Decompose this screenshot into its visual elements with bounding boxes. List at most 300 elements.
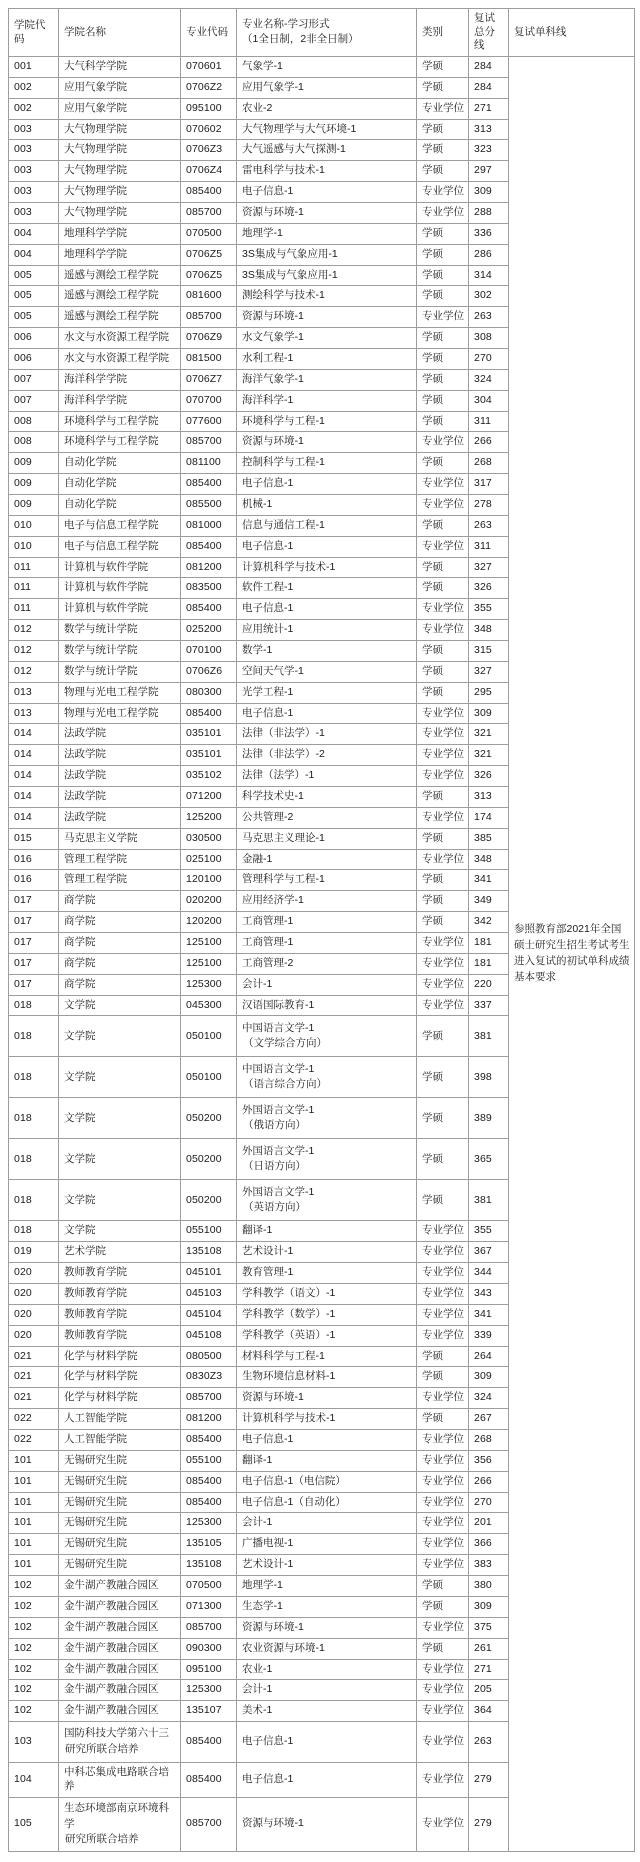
cell-major-name: 海洋科学-1 [237,390,417,411]
cell-major-name: 资源与环境-1 [237,1797,417,1851]
cell-category: 专业学位 [417,1284,469,1305]
cell-category: 专业学位 [417,1513,469,1534]
cell-major-code: 0706Z5 [181,244,237,265]
cell-major-code: 095100 [181,1659,237,1680]
cell-total-line: 288 [469,202,509,223]
cell-major-code: 125300 [181,1513,237,1534]
cell-category: 专业学位 [417,599,469,620]
cell-college-code: 101 [9,1492,59,1513]
cell-category: 专业学位 [417,1680,469,1701]
cell-category: 学硕 [417,912,469,933]
cell-category: 专业学位 [417,1701,469,1722]
cell-category: 专业学位 [417,1325,469,1346]
cell-major-name: 资源与环境-1 [237,202,417,223]
cell-category: 专业学位 [417,849,469,870]
cell-major-name: 美术-1 [237,1701,417,1722]
cell-college-name: 大气物理学院 [59,119,181,140]
cell-category: 专业学位 [417,432,469,453]
cell-major-name-line2: （英语方向） [243,1201,307,1214]
cell-major-code: 135108 [181,1555,237,1576]
cell-category: 学硕 [417,1596,469,1617]
cell-major-name: 大气遥感与大气探测-1 [237,140,417,161]
cell-major-name: 电子信息-1 [237,1722,417,1763]
cell-college-name: 大气物理学院 [59,202,181,223]
cell-category: 学硕 [417,244,469,265]
cell-college-name: 文学院 [59,995,181,1016]
cell-category: 专业学位 [417,1492,469,1513]
cell-college-code: 009 [9,474,59,495]
cell-college-code: 005 [9,307,59,328]
cell-total-line: 313 [469,119,509,140]
cell-major-code: 085500 [181,494,237,515]
cell-college-code: 021 [9,1346,59,1367]
cell-major-code: 050200 [181,1180,237,1221]
cell-college-code: 103 [9,1722,59,1763]
cell-category: 学硕 [417,1346,469,1367]
cell-major-code: 050200 [181,1098,237,1139]
cell-category: 学硕 [417,578,469,599]
cell-total-line: 355 [469,599,509,620]
cell-total-line: 308 [469,328,509,349]
cell-major-name: 会计-1 [237,1680,417,1701]
cell-total-line: 279 [469,1763,509,1798]
cell-college-name: 金牛湖产教融合园区 [59,1659,181,1680]
cell-college-code: 018 [9,1016,59,1057]
column-header-major-name [237,9,417,57]
cell-total-line: 302 [469,286,509,307]
cell-total-line: 323 [469,140,509,161]
cell-college-code: 010 [9,536,59,557]
cell-college-name: 马克思主义学院 [59,828,181,849]
cell-category: 专业学位 [417,1430,469,1451]
cell-total-line: 309 [469,703,509,724]
cell-college-code: 018 [9,1098,59,1139]
cell-total-line: 315 [469,640,509,661]
cell-category: 学硕 [417,453,469,474]
cell-total-line: 339 [469,1325,509,1346]
cell-college-code: 102 [9,1576,59,1597]
cell-total-line: 348 [469,620,509,641]
cell-college-code: 101 [9,1471,59,1492]
cell-college-name: 无锡研究生院 [59,1471,181,1492]
cell-category: 学硕 [417,1409,469,1430]
cell-total-line: 205 [469,1680,509,1701]
cell-college-name: 应用气象学院 [59,98,181,119]
cell-category: 学硕 [417,286,469,307]
cell-total-line: 284 [469,56,509,77]
cell-college-code: 004 [9,244,59,265]
cell-college-name: 文学院 [59,1221,181,1242]
cell-major-name: 资源与环境-1 [237,1388,417,1409]
cell-major-name-line2: （语言综合方向） [243,1078,328,1091]
cell-major-code: 090300 [181,1638,237,1659]
cell-major-name: 测绘科学与技术-1 [237,286,417,307]
cell-college-code: 007 [9,390,59,411]
cell-college-name-line1: 生态环境部南京环境科学 [64,1801,169,1830]
cell-college-name-line2: 研究所联合培养 [65,1743,139,1756]
cell-category: 专业学位 [417,182,469,203]
cell-college-code: 105 [9,1797,59,1851]
cell-total-line: 313 [469,787,509,808]
cell-category: 学硕 [417,1016,469,1057]
cell-college-code: 016 [9,870,59,891]
cell-college-name [59,1797,181,1851]
cell-college-code: 017 [9,891,59,912]
cell-college-name: 化学与材料学院 [59,1367,181,1388]
cell-category: 学硕 [417,56,469,77]
cell-college-name: 金牛湖产教融合园区 [59,1680,181,1701]
cell-college-name: 商学院 [59,953,181,974]
cell-major-code: 125300 [181,974,237,995]
cell-category: 专业学位 [417,703,469,724]
cell-total-line: 268 [469,453,509,474]
cell-major-code: 125200 [181,807,237,828]
cell-college-code: 004 [9,223,59,244]
cell-total-line: 263 [469,1722,509,1763]
cell-category: 专业学位 [417,995,469,1016]
cell-college-name [59,1722,181,1763]
cell-major-name: 电子信息-1 [237,474,417,495]
cell-college-code: 011 [9,578,59,599]
cell-college-code: 104 [9,1763,59,1798]
cell-category: 专业学位 [417,1797,469,1851]
cell-college-code: 003 [9,161,59,182]
cell-category: 专业学位 [417,1659,469,1680]
cell-major-code: 080500 [181,1346,237,1367]
cell-major-code: 055100 [181,1450,237,1471]
cell-major-code: 025100 [181,849,237,870]
column-header-total-line: 复试总分线 [469,9,509,57]
cell-major-name: 翻译-1 [237,1221,417,1242]
cell-college-name: 金牛湖产教融合园区 [59,1701,181,1722]
cell-total-line: 327 [469,661,509,682]
cell-total-line: 326 [469,578,509,599]
cell-major-code: 030500 [181,828,237,849]
cell-total-line: 317 [469,474,509,495]
cell-category: 学硕 [417,515,469,536]
cell-category: 专业学位 [417,536,469,557]
cell-major-name: 法律（非法学）-2 [237,745,417,766]
cell-major-code: 071200 [181,787,237,808]
cell-college-code: 008 [9,411,59,432]
cell-college-code: 003 [9,140,59,161]
cell-category: 学硕 [417,870,469,891]
cell-major-code: 045108 [181,1325,237,1346]
cell-total-line: 349 [469,891,509,912]
cell-major-name [237,1098,417,1139]
cell-college-name: 教师教育学院 [59,1304,181,1325]
cell-major-name: 学科教学（数学）-1 [237,1304,417,1325]
cell-major-code: 070700 [181,390,237,411]
cell-college-name: 数学与统计学院 [59,620,181,641]
cell-category: 专业学位 [417,1617,469,1638]
cell-college-name: 水文与水资源工程学院 [59,348,181,369]
cell-total-line: 181 [469,933,509,954]
cell-total-line: 267 [469,1409,509,1430]
cell-major-name: 3S集成与气象应用-1 [237,244,417,265]
cell-major-name: 计算机科学与技术-1 [237,557,417,578]
cell-total-line: 365 [469,1139,509,1180]
cell-college-name: 遥感与测绘工程学院 [59,286,181,307]
cell-major-name: 农业-2 [237,98,417,119]
cell-major-name: 电子信息-1 [237,703,417,724]
cell-total-line: 220 [469,974,509,995]
cell-college-name: 法政学院 [59,724,181,745]
cell-college-name: 无锡研究生院 [59,1450,181,1471]
cell-college-code: 014 [9,787,59,808]
table-body [9,56,635,1851]
cell-total-line: 344 [469,1263,509,1284]
cell-major-code: 125300 [181,1680,237,1701]
cell-category: 学硕 [417,265,469,286]
cell-college-code: 002 [9,77,59,98]
cell-total-line: 309 [469,182,509,203]
cell-major-name: 资源与环境-1 [237,432,417,453]
cell-major-code: 083500 [181,578,237,599]
cell-college-code: 009 [9,453,59,474]
cell-college-code: 005 [9,286,59,307]
cell-college-name: 计算机与软件学院 [59,578,181,599]
cell-college-name: 应用气象学院 [59,77,181,98]
cell-major-name: 科学技术史-1 [237,787,417,808]
cell-category: 专业学位 [417,1471,469,1492]
cell-total-line: 264 [469,1346,509,1367]
cell-total-line: 181 [469,953,509,974]
cell-category: 学硕 [417,1057,469,1098]
cell-major-code: 050200 [181,1139,237,1180]
cell-major-code: 125100 [181,933,237,954]
cell-major-name: 农业资源与环境-1 [237,1638,417,1659]
cell-major-code: 085400 [181,536,237,557]
cell-total-line: 174 [469,807,509,828]
cell-major-name: 电子信息-1 [237,182,417,203]
cell-category: 专业学位 [417,1763,469,1798]
cell-total-line: 309 [469,1596,509,1617]
cell-category: 学硕 [417,1638,469,1659]
cell-category: 专业学位 [417,1555,469,1576]
cell-college-code: 003 [9,202,59,223]
cell-college-name: 商学院 [59,912,181,933]
cell-college-name: 电子与信息工程学院 [59,536,181,557]
cell-major-name: 法律（非法学）-1 [237,724,417,745]
cell-total-line: 295 [469,682,509,703]
column-header-college-name: 学院名称 [59,9,181,57]
cell-major-name: 工商管理-1 [237,912,417,933]
cell-category: 学硕 [417,557,469,578]
cell-major-name: 水文气象学-1 [237,328,417,349]
cell-major-code: 125100 [181,953,237,974]
cell-total-line: 385 [469,828,509,849]
cell-college-code: 008 [9,432,59,453]
cell-major-name: 应用统计-1 [237,620,417,641]
cell-total-line: 380 [469,1576,509,1597]
cell-major-name [237,1016,417,1057]
cell-college-name: 大气物理学院 [59,161,181,182]
cell-major-name: 马克思主义理论-1 [237,828,417,849]
cell-college-code: 016 [9,849,59,870]
cell-category: 学硕 [417,161,469,182]
cell-major-name: 机械-1 [237,494,417,515]
cell-major-code: 085400 [181,1430,237,1451]
cell-college-code: 017 [9,912,59,933]
cell-major-name: 资源与环境-1 [237,1617,417,1638]
cell-major-code: 050100 [181,1057,237,1098]
cell-total-line: 284 [469,77,509,98]
cell-major-name: 资源与环境-1 [237,307,417,328]
cell-major-name-line2: （文学综合方向） [243,1037,328,1050]
cell-major-code: 045103 [181,1284,237,1305]
cell-college-name: 海洋科学学院 [59,369,181,390]
cell-category: 专业学位 [417,1722,469,1763]
cell-total-line: 271 [469,98,509,119]
cell-college-code: 005 [9,265,59,286]
cell-college-code: 101 [9,1450,59,1471]
cell-total-line: 311 [469,411,509,432]
cell-major-code: 071300 [181,1596,237,1617]
cell-college-name: 大气物理学院 [59,140,181,161]
cell-college-name: 无锡研究生院 [59,1513,181,1534]
cell-category: 专业学位 [417,1534,469,1555]
cell-major-name [237,1180,417,1221]
cell-college-name: 法政学院 [59,745,181,766]
cell-major-code: 120200 [181,912,237,933]
cell-category: 专业学位 [417,1263,469,1284]
cell-major-code: 080300 [181,682,237,703]
cell-college-code: 102 [9,1680,59,1701]
cell-college-code: 019 [9,1242,59,1263]
cell-college-code: 101 [9,1513,59,1534]
cell-college-name: 数学与统计学院 [59,640,181,661]
cell-total-line: 364 [469,1701,509,1722]
cell-major-code: 081000 [181,515,237,536]
cell-college-code: 011 [9,557,59,578]
cell-major-name: 艺术设计-1 [237,1555,417,1576]
cell-category: 专业学位 [417,98,469,119]
cell-college-name: 金牛湖产教融合园区 [59,1617,181,1638]
cell-major-code: 081100 [181,453,237,474]
cell-category: 学硕 [417,223,469,244]
cell-major-name: 教育管理-1 [237,1263,417,1284]
cell-major-name: 公共管理-2 [237,807,417,828]
cell-major-code: 035101 [181,745,237,766]
cell-category: 学硕 [417,1098,469,1139]
cell-category: 专业学位 [417,953,469,974]
cell-major-code: 050100 [181,1016,237,1057]
cell-major-name: 艺术设计-1 [237,1242,417,1263]
cell-major-name [237,1057,417,1098]
cell-major-code: 0706Z2 [181,77,237,98]
cell-category: 学硕 [417,77,469,98]
cell-major-code: 070500 [181,1576,237,1597]
cell-total-line: 355 [469,1221,509,1242]
cell-college-code: 014 [9,766,59,787]
cell-major-code: 135105 [181,1534,237,1555]
cell-major-name: 材料科学与工程-1 [237,1346,417,1367]
cell-college-code: 101 [9,1534,59,1555]
cell-major-name: 管理科学与工程-1 [237,870,417,891]
cell-total-line: 309 [469,1367,509,1388]
cell-major-code: 020200 [181,891,237,912]
cell-major-code: 085700 [181,1797,237,1851]
column-header-college-code: 学院代码 [9,9,59,57]
cell-college-name: 计算机与软件学院 [59,599,181,620]
cell-college-name: 无锡研究生院 [59,1534,181,1555]
cell-category: 专业学位 [417,933,469,954]
cell-college-name: 地理科学学院 [59,244,181,265]
admission-score-table [8,8,635,1852]
cell-category: 学硕 [417,140,469,161]
cell-major-name: 雷电科学与技术-1 [237,161,417,182]
cell-category: 学硕 [417,1576,469,1597]
cell-total-line: 375 [469,1617,509,1638]
cell-major-code: 045104 [181,1304,237,1325]
cell-major-name: 会计-1 [237,1513,417,1534]
cell-college-code: 012 [9,620,59,641]
cell-total-line: 381 [469,1016,509,1057]
cell-category: 学硕 [417,787,469,808]
cell-college-name: 金牛湖产教融合园区 [59,1638,181,1659]
table-header [9,9,635,57]
cell-total-line: 324 [469,369,509,390]
cell-total-line: 311 [469,536,509,557]
cell-college-code: 014 [9,745,59,766]
cell-college-code: 020 [9,1284,59,1305]
cell-total-line: 337 [469,995,509,1016]
cell-major-name: 空间天气学-1 [237,661,417,682]
cell-college-code: 018 [9,1221,59,1242]
cell-college-code: 102 [9,1596,59,1617]
cell-category: 专业学位 [417,1242,469,1263]
cell-major-code: 085700 [181,432,237,453]
cell-category: 专业学位 [417,1450,469,1471]
cell-major-code: 055100 [181,1221,237,1242]
cell-total-line: 271 [469,1659,509,1680]
cell-major-name [237,1139,417,1180]
cell-category: 专业学位 [417,724,469,745]
cell-college-name: 自动化学院 [59,494,181,515]
cell-category: 专业学位 [417,474,469,495]
cell-college-name: 环境科学与工程学院 [59,411,181,432]
cell-major-name: 地理学-1 [237,1576,417,1597]
cell-major-name: 电子信息-1（自动化） [237,1492,417,1513]
cell-category: 学硕 [417,1367,469,1388]
cell-college-code: 021 [9,1388,59,1409]
cell-college-code: 012 [9,640,59,661]
cell-college-name: 商学院 [59,933,181,954]
cell-total-line: 263 [469,515,509,536]
cell-major-name: 法律（法学）-1 [237,766,417,787]
cell-category: 专业学位 [417,745,469,766]
cell-total-line: 324 [469,1388,509,1409]
cell-major-code: 0830Z3 [181,1367,237,1388]
cell-college-code: 006 [9,348,59,369]
cell-category: 专业学位 [417,494,469,515]
cell-college-name: 无锡研究生院 [59,1492,181,1513]
cell-total-line: 398 [469,1057,509,1098]
cell-category: 学硕 [417,640,469,661]
cell-college-code: 012 [9,661,59,682]
cell-total-line: 336 [469,223,509,244]
cell-major-name: 会计-1 [237,974,417,995]
cell-major-name-line1: 外国语言文学-1 [242,1185,315,1198]
cell-total-line: 286 [469,244,509,265]
cell-major-code: 081200 [181,557,237,578]
cell-college-code: 011 [9,599,59,620]
cell-total-line: 270 [469,1492,509,1513]
cell-total-line: 341 [469,1304,509,1325]
cell-college-name: 海洋科学学院 [59,390,181,411]
cell-college-code: 018 [9,1139,59,1180]
